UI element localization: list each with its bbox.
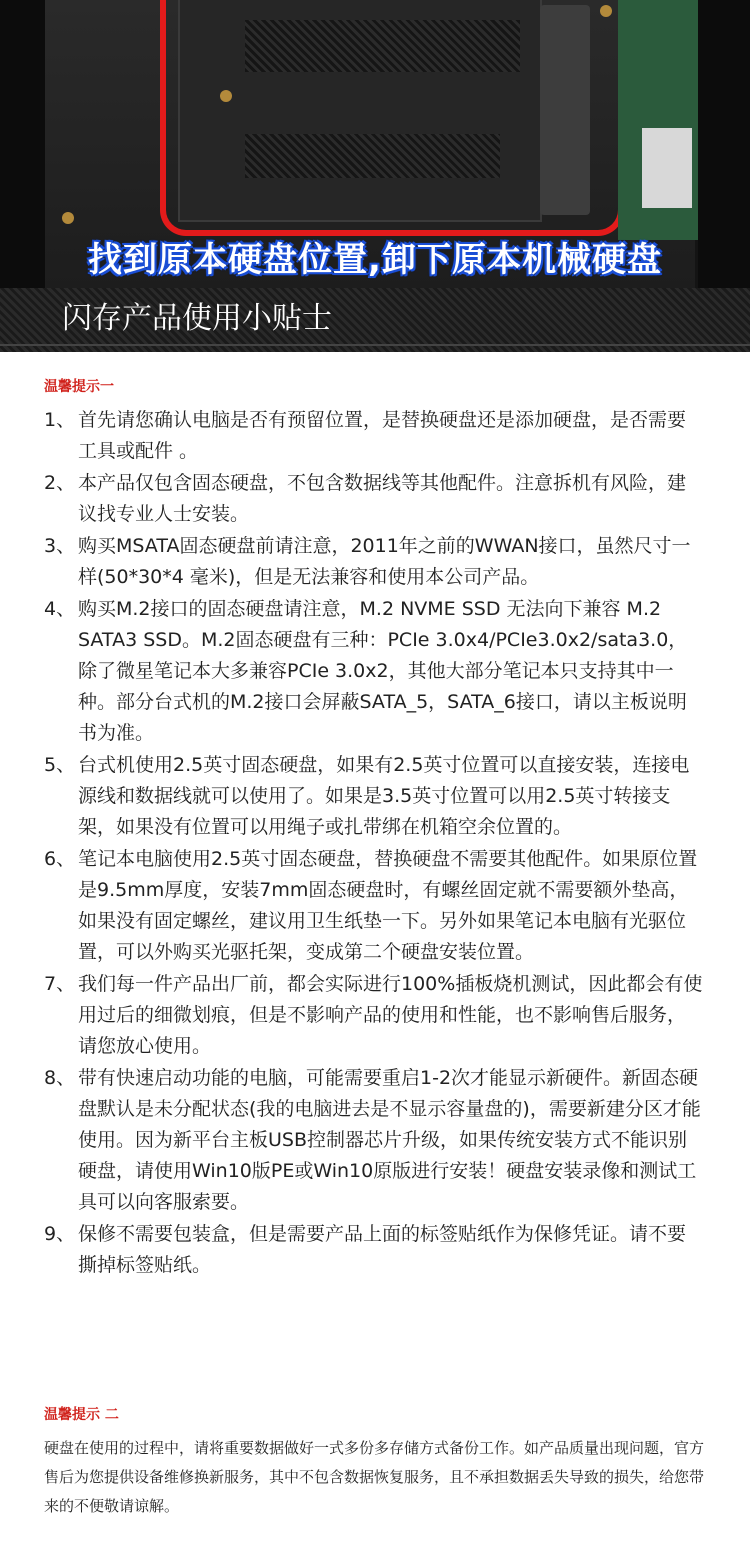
item-number: 4、 [44, 598, 76, 620]
list-item [44, 750, 704, 843]
item-number: 2、 [44, 472, 76, 494]
list-item [44, 405, 704, 467]
item-text: 首先请您确认电脑是否有预留位置，是替换硬盘还是添加硬盘，是否需要工具或配件 。 [78, 409, 687, 462]
item-text: 笔记本电脑使用2.5英寸固态硬盘，替换硬盘不需要其他配件。如果原位置是9.5mm厚度，安装7mm固态硬盘时，有螺丝固定就不需要额外垫高，如果没有固定螺丝，建议用卫生纸垫一下。另外如果笔记本电脑有光驱位置，可以外购买光驱托架，变成第二个硬盘安装位置。 [78, 848, 698, 963]
list-item [44, 1219, 704, 1281]
circuit-board [618, 0, 698, 240]
item-text: 购买M.2接口的固态硬盘请注意，M.2 NVME SSD 无法向下兼容 M.2 SATA3 SSD。M.2固态硬盘有三种：PCIe 3.0x4/PCIe3.0x2/sata3.0，除了微星笔记本大多兼容PCIe 3.0x2，其他大部分笔记本只支持其中一种。部分台式机的M.2接口会屏蔽SATA_5，SATA_6接口，请以主板说明书为准。 [78, 598, 688, 744]
item-number: 6、 [44, 848, 76, 870]
list-item [44, 531, 704, 593]
banner-title: 闪存产品使用小贴士 [62, 301, 332, 336]
photo-headline: 找到原本硬盘位置,卸下原本机械硬盘 [88, 240, 662, 280]
item-text: 我们每一件产品出厂前，都会实际进行100%插板烧机测试，因此都会有使用过后的细微划痕，但是不影响产品的使用和性能，也不影响售后服务，请您放心使用。 [78, 973, 703, 1057]
item-number: 1、 [44, 409, 76, 431]
screw-icon [220, 90, 232, 102]
item-text: 带有快速启动功能的电脑，可能需要重启1-2次才能显示新硬件。新固态硬盘默认是未分配状态(我的电脑进去是不显示容量盘的)，需要新建分区才能使用。因为新平台主板USB控制器芯片升级，如果传统安装方式不能识别硬盘，请使用Win10版PE或Win10原版进行安装！硬盘安装录像和测试工具可以向客服索要。 [78, 1067, 701, 1213]
list-item [44, 1063, 704, 1218]
item-number: 8、 [44, 1067, 76, 1089]
item-number: 5、 [44, 754, 76, 776]
list-item [44, 844, 704, 968]
item-text: 本产品仅包含固态硬盘，不包含数据线等其他配件。注意拆机有风险，建议找专业人士安装。 [78, 472, 687, 525]
tip1-heading: 温馨提示一 [44, 379, 114, 395]
tip2-heading: 温馨提示 二 [44, 1407, 119, 1423]
tip2-text: 硬盘在使用的过程中，请将重要数据做好一式多份多存储方式备份工作。如产品质量出现问题，官方售后为您提供设备维修换新服务，其中不包含数据恢复服务，且不承担数据丢失导致的损失，给您带来的不便敬请谅解。 [44, 1439, 705, 1515]
screw-icon [62, 212, 74, 224]
item-number: 9、 [44, 1223, 76, 1245]
list-item [44, 468, 704, 530]
screw-icon [600, 5, 612, 17]
item-text: 保修不需要包装盒，但是需要产品上面的标签贴纸作为保修凭证。请不要撕掉标签贴纸。 [78, 1223, 687, 1276]
item-number: 3、 [44, 535, 76, 557]
wifi-card [642, 128, 692, 208]
section-banner [0, 288, 750, 352]
item-text: 台式机使用2.5英寸固态硬盘，如果有2.5英寸位置可以直接安装，连接电源线和数据线就可以使用了。如果是3.5英寸位置可以用2.5英寸转接支架，如果没有位置可以用绳子或扎带绑在机箱空余位置的。 [78, 754, 690, 838]
product-photo [0, 0, 750, 288]
item-text: 购买MSATA固态硬盘前请注意，2011年之前的WWAN接口，虽然尺寸一样(50*30*4 毫米)，但是无法兼容和使用本公司产品。 [78, 535, 691, 588]
item-number: 7、 [44, 973, 76, 995]
list-item [44, 969, 704, 1062]
tip1-list [44, 405, 704, 1282]
list-item [44, 594, 704, 749]
banner-divider [0, 344, 750, 346]
highlight-outline [160, 0, 624, 236]
